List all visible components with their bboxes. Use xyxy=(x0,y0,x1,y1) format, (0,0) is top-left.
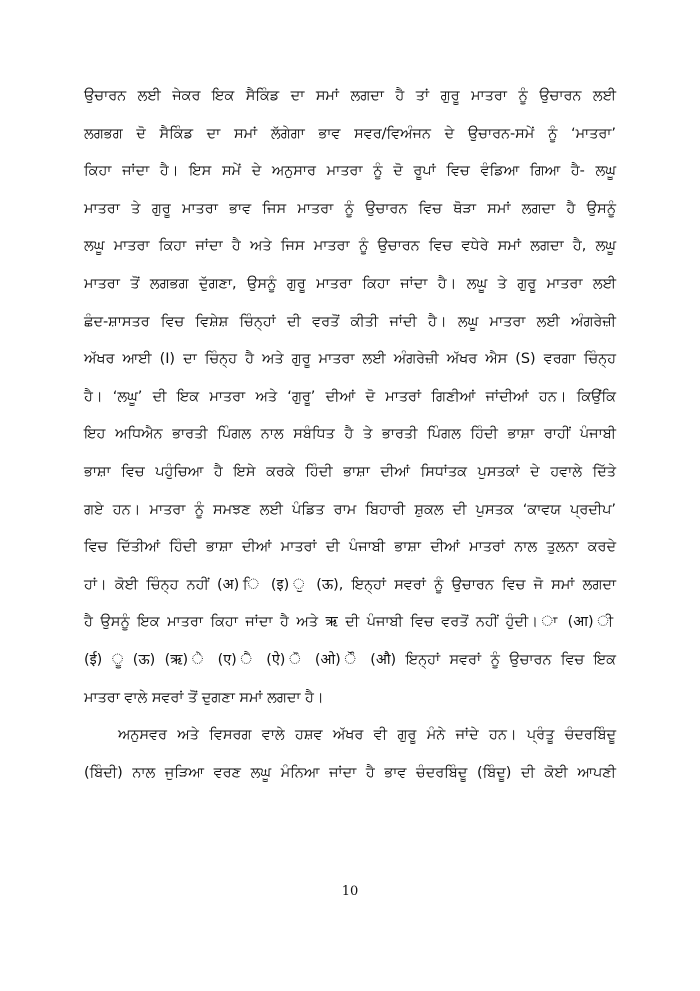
text-line: ਲਘੂ ਮਾਤਰਾ ਕਿਹਾ ਜਾਂਦਾ ਹੈ ਅਤੇ ਜਿਸ ਮਾਤਰਾ ਨੂੰ ਉਚਾਰਨ ਵਿਚ ਵਧੇਰੇ ਸਮਾਂ ਲਗਦਾ ਹੈ, ਲਘੂ xyxy=(84,238,616,255)
text-line: ਛੰਦ-ਸ਼ਾਸਤਰ ਵਿਚ ਵਿਸ਼ੇਸ਼ ਚਿੰਨ੍ਹਾਂ ਦੀ ਵਰਤੋਂ ਕੀਤੀ ਜਾਂਦੀ ਹੈ। ਲਘੂ ਮਾਤਰਾ ਲਈ ਅੰਗਰੇਜ਼ੀ xyxy=(84,313,616,330)
text-line: ਗਏ ਹਨ। ਮਾਤਰਾ ਨੂੰ ਸਮਝਣ ਲਈ ਪੰਡਿਤ ਰਾਮ ਬਿਹਾਰੀ ਸ਼ੁਕਲ ਦੀ ਪੁਸਤਕ ‘ਕਾਵਯ ਪ੍ਰਦੀਪ’ xyxy=(84,501,616,518)
text-line: ਹੈ ਉਸਨੂੰ ਇਕ ਮਾਤਰਾ ਕਿਹਾ ਜਾਂਦਾ ਹੈ ਅਤੇ ऋ ਦੀ ਪੰਜਾਬੀ ਵਿਚ ਵਰਤੋਂ ਨਹੀਂ ਹੁੰਦੀ। ਾ (आ) ੀ xyxy=(84,614,616,631)
text-line: ਕਿਹਾ ਜਾਂਦਾ ਹੈ। ਇਸ ਸਮੇਂ ਦੇ ਅਨੁਸਾਰ ਮਾਤਰਾ ਨੂੰ ਦੋ ਰੂਪਾਂ ਵਿਚ ਵੰਡਿਆ ਗਿਆ ਹੈ- ਲਘੂ xyxy=(84,163,616,180)
text-line: ਮਾਤਰਾ ਤੇ ਗੁਰੂ ਮਾਤਰਾ ਭਾਵ ਜਿਸ ਮਾਤਰਾ ਨੂੰ ਉਚਾਰਨ ਵਿਚ ਥੋੜਾ ਸਮਾਂ ਲਗਦਾ ਹੈ ਉਸਨੂੰ xyxy=(84,200,616,217)
text-line: ਲਗਭਗ ਦੋ ਸੈਕਿੰਡ ਦਾ ਸਮਾਂ ਲੱਗੇਗਾ ਭਾਵ ਸਵਰ/ਵਿਅੰਜਨ ਦੇ ਉਚਾਰਨ-ਸਮੇਂ ਨੂੰ ‘ਮਾਤਰਾ’ xyxy=(84,125,616,142)
text-line: ਭਾਸ਼ਾ ਵਿਚ ਪਹੁੰਚਿਆ ਹੈ ਇਸੇ ਕਰਕੇ ਹਿੰਦੀ ਭਾਸ਼ਾ ਦੀਆਂ ਸਿਧਾਂਤਕ ਪੁਸਤਕਾਂ ਦੇ ਹਵਾਲੇ ਦਿੱਤੇ xyxy=(84,463,616,480)
text-line: ਅੱਖਰ ਆਈ (I) ਦਾ ਚਿੰਨ੍ਹ ਹੈ ਅਤੇ ਗੁਰੂ ਮਾਤਰਾ ਲਈ ਅੰਗਰੇਜ਼ੀ ਅੱਖਰ ਐਸ (S) ਵਰਗਾ ਚਿੰਨ੍ਹ xyxy=(84,351,616,368)
body-text xyxy=(84,78,616,792)
text-line: ਇਹ ਅਧਿਐਨ ਭਾਰਤੀ ਪਿੰਗਲ ਨਾਲ ਸਬੰਧਿਤ ਹੈ ਤੇ ਭਾਰਤੀ ਪਿੰਗਲ ਹਿੰਦੀ ਭਾਸ਼ਾ ਰਾਹੀਂ ਪੰਜਾਬੀ xyxy=(84,426,616,443)
text-line: (ਬਿੰਦੀ) ਨਾਲ ਜੁੜਿਆ ਵਰਣ ਲਘੂ ਮੰਨਿਆ ਜਾਂਦਾ ਹੈ ਭਾਵ ਚੰਦਰਬਿੰਦੂ (ਬਿੰਦੂ) ਦੀ ਕੋਈ ਆਪਣੀ xyxy=(84,764,616,781)
text-line: ਹਾਂ। ਕੋਈ ਚਿੰਨ੍ਹ ਨਹੀਂ (अ) ਿ (इ) ੁ (ऊ), ਇਨ੍ਹਾਂ ਸਵਰਾਂ ਨੂੰ ਉਚਾਰਨ ਵਿਚ ਜੋ ਸਮਾਂ ਲਗਦਾ xyxy=(84,576,616,593)
text-line: ਉਚਾਰਨ ਲਈ ਜੇਕਰ ਇਕ ਸੈਕਿੰਡ ਦਾ ਸਮਾਂ ਲਗਦਾ ਹੈ ਤਾਂ ਗੁਰੂ ਮਾਤਰਾ ਨੂੰ ਉਚਾਰਨ ਲਈ xyxy=(84,88,616,104)
text-line: (ई) ੂ (ऊ) (ऋ) ੇ (ए) ੈ (ऐ) ੋ (ओ) ੌ (औ) ਇਨ੍ਹਾਂ ਸਵਰਾਂ ਨੂੰ ਉਚਾਰਨ ਵਿਚ ਇਕ xyxy=(84,651,616,668)
text-line: ਵਿਚ ਦਿੱਤੀਆਂ ਹਿੰਦੀ ਭਾਸ਼ਾ ਦੀਆਂ ਮਾਤਰਾਂ ਦੀ ਪੰਜਾਬੀ ਭਾਸ਼ਾ ਦੀਆਂ ਮਾਤਰਾਂ ਨਾਲ ਤੁਲਨਾ ਕਰਦੇ xyxy=(84,539,616,556)
text-line: ਮਾਤਰਾ ਤੋਂ ਲਗਭਗ ਦੁੱਗਣਾ, ਉਸਨੂੰ ਗੁਰੂ ਮਾਤਰਾ ਕਿਹਾ ਜਾਂਦਾ ਹੈ। ਲਘੂ ਤੇ ਗੁਰੂ ਮਾਤਰਾ ਲਈ xyxy=(84,275,616,292)
paragraph-end-line: ਮਾਤਰਾ ਵਾਲੇ ਸਵਰਾਂ ਤੋਂ ਦੁਗਣਾ ਸਮਾਂ ਲਗਦਾ ਹੈ। xyxy=(84,689,324,706)
paragraph-start-line: ਅਨੁਸਵਰ ਅਤੇ ਵਿਸਰਗ ਵਾਲੇ ਹਸ਼ਵ ਅੱਖਰ ਵੀ ਗੁਰੂ ਮੰਨੇ ਜਾਂਦੇ ਹਨ। ਪ੍ਰੰਤੂ ਚੰਦਰਬਿੰਦੂ xyxy=(118,727,616,744)
text-line: ਹੈ। ‘ਲਘੂ’ ਦੀ ਇਕ ਮਾਤਰਾ ਅਤੇ ‘ਗੁਰੂ’ ਦੀਆਂ ਦੋ ਮਾਤਰਾਂ ਗਿਣੀਆਂ ਜਾਂਦੀਆਂ ਹਨ। ਕਿਉਂਕਿ xyxy=(84,388,616,405)
page-number: 10 xyxy=(341,884,359,899)
